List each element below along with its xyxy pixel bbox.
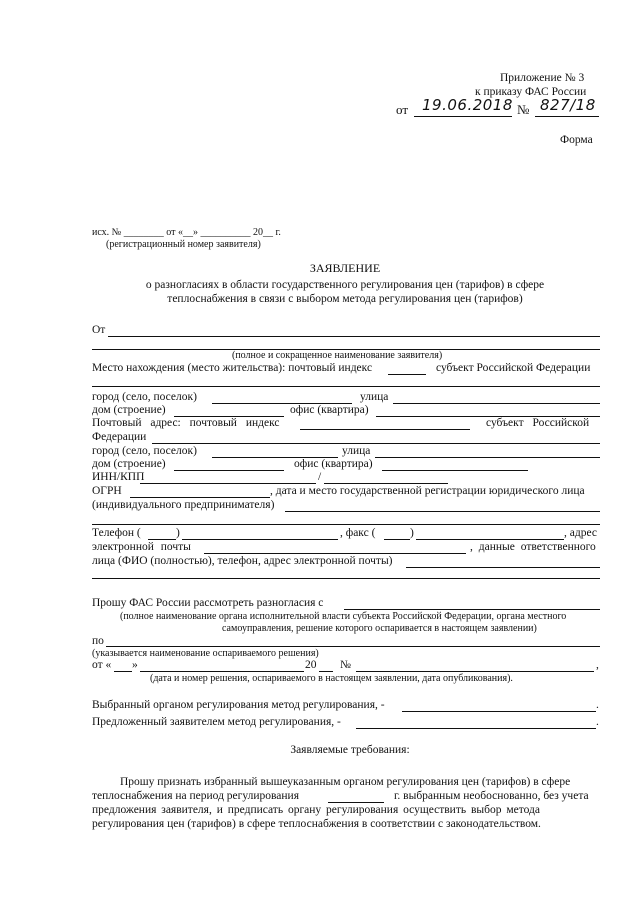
proposed-method-line: [356, 728, 596, 729]
ogrn-line: [130, 497, 270, 498]
ip-label: (индивидуального предпринимателя): [92, 499, 275, 511]
applicant-name-line: [108, 336, 600, 337]
chosen-method-label: Выбранный органом регулирования метод регулирования, -: [92, 699, 385, 711]
inn-slash: /: [318, 471, 322, 483]
proposed-method-dot: .: [596, 716, 599, 728]
document-subtitle-1: о разногласиях в области государственного регулирования цен (тарифов) в сфере: [145, 279, 545, 291]
request-line: Прошу ФАС России рассмотреть разногласия с: [92, 597, 324, 609]
inn-label: ИНН/КПП: [92, 471, 145, 483]
contact-person-line-2: [92, 578, 600, 579]
phone-line: [182, 539, 338, 540]
handwritten-number: 827/18: [540, 96, 596, 114]
claims-period-line: [328, 802, 384, 803]
office-label: офис (квартира): [290, 404, 369, 416]
postal-house-line: [174, 470, 284, 471]
claims-paragraph-line-2b: г. выбранным необоснованно, без учета: [394, 790, 589, 802]
order-number-label: №: [517, 102, 530, 117]
fax-paren-close: ): [410, 527, 414, 539]
fax-code-line: [384, 539, 410, 540]
claims-paragraph-line-3: предложения заявителя, и предписать органу регулирования осуществить выбор метода: [92, 804, 540, 816]
federation-line: [152, 443, 600, 444]
email-line: [204, 553, 466, 554]
document-title: ЗАЯВЛЕНИЕ: [309, 261, 381, 275]
postal-house-label: дом (строение): [92, 458, 166, 470]
fax-label: , факс (: [340, 527, 376, 539]
decision-number-label: №: [340, 659, 351, 671]
decision-po-label: по: [92, 635, 104, 647]
postal-office-line: [382, 470, 528, 471]
fax-address-word: , адрес: [564, 527, 597, 539]
phone-code-line: [148, 539, 176, 540]
location-subject-label: субъект Российской Федерации: [436, 362, 591, 374]
postal-subject-label: субъект Российской: [486, 417, 590, 429]
ip-line: [285, 511, 600, 512]
order-date-line: [414, 116, 512, 117]
location-subject-line: [92, 386, 600, 387]
claims-paragraph-line-2a: теплоснабжения на период регулирования: [92, 790, 299, 802]
postal-street-line: [375, 457, 600, 458]
order-reference: к приказу ФАС России: [475, 86, 587, 98]
ogrn-label: ОГРН: [92, 485, 122, 497]
registration-caption: (регистрационный номер заявителя): [106, 239, 261, 250]
order-number-line: [535, 116, 599, 117]
document-subtitle-2: теплоснабжения в связи с выбором метода регулирования цен (тарифов): [167, 293, 523, 305]
handwritten-date: 19.06.2018: [422, 96, 513, 114]
request-authority-line: [344, 609, 600, 610]
decision-month-line: [140, 671, 304, 672]
city-label: город (село, поселок): [92, 391, 197, 403]
request-caption-2: самоуправления, решение которого оспаривается в настоящем заявлении): [222, 623, 537, 634]
location-label: Место нахождения (место жительства): почтовый индекс: [92, 362, 373, 374]
postal-address-label: Почтовый адрес: почтовый индекс: [92, 417, 280, 429]
decision-number-line: [356, 671, 594, 672]
decision-name-line: [106, 646, 600, 647]
postal-office-label: офис (квартира): [294, 458, 373, 470]
street-label: улица: [360, 391, 389, 403]
proposed-method-label: Предложенный заявителем метод регулирования, -: [92, 716, 341, 728]
kpp-line: [324, 483, 448, 484]
claims-heading: Заявляемые требования:: [290, 744, 410, 756]
decision-year-line: [319, 671, 333, 672]
decision-comma: ,: [596, 659, 599, 671]
claims-paragraph-line-4: регулирования цен (тарифов) в сфере теплоснабжения в соответствии с законодательством.: [92, 818, 541, 830]
ip-line-2: [92, 524, 600, 525]
order-from-label: от: [396, 102, 409, 117]
email-label: электронной почты: [92, 541, 191, 553]
chosen-method-dot: .: [596, 699, 599, 711]
decision-year-label: 20: [305, 659, 317, 671]
decision-day-line: [114, 671, 132, 672]
fax-line: [416, 539, 564, 540]
phone-label: Телефон (: [92, 527, 141, 539]
form-label: Форма: [560, 134, 593, 146]
federation-label: Федерации: [92, 431, 147, 443]
postal-street-label: улица: [342, 445, 371, 457]
postal-city-label: город (село, поселок): [92, 445, 197, 457]
street-line: [393, 403, 600, 404]
postal-index-line: [300, 429, 470, 430]
phone-paren-close: ): [176, 527, 180, 539]
chosen-method-line: [402, 711, 596, 712]
decision-date-from: от «: [92, 659, 112, 671]
request-caption-1: (полное наименование органа исполнительной власти субъекта Российской Федерации, органа местного: [120, 611, 567, 622]
responsible-label: , данные ответственного: [470, 541, 596, 553]
contact-person-line: [406, 567, 600, 568]
decision-date-close: »: [132, 659, 138, 671]
house-label: дом (строение): [92, 404, 166, 416]
inn-line: [140, 483, 316, 484]
appendix-number: Приложение № 3: [500, 72, 585, 84]
applicant-name-caption: (полное и сокращенное наименование заявителя): [232, 350, 443, 361]
decision-date-caption: (дата и номер решения, оспариваемого в настоящем заявлении, дата опубликования).: [150, 673, 513, 684]
ogrn-registration-text: , дата и место государственной регистрации юридического лица: [270, 485, 585, 497]
location-postal-line: [388, 374, 426, 375]
registration-line: исх. № ________ от «__» __________ 20__ г.: [92, 227, 281, 238]
from-label: От: [92, 324, 106, 336]
contact-person-label: лица (ФИО (полностью), телефон, адрес электронной почты): [92, 555, 393, 567]
decision-name-caption: (указывается наименование оспариваемого решения): [92, 648, 319, 659]
claims-paragraph-line-1: Прошу признать избранный вышеуказанным органом регулирования цен (тарифов) в сфере: [120, 776, 571, 788]
